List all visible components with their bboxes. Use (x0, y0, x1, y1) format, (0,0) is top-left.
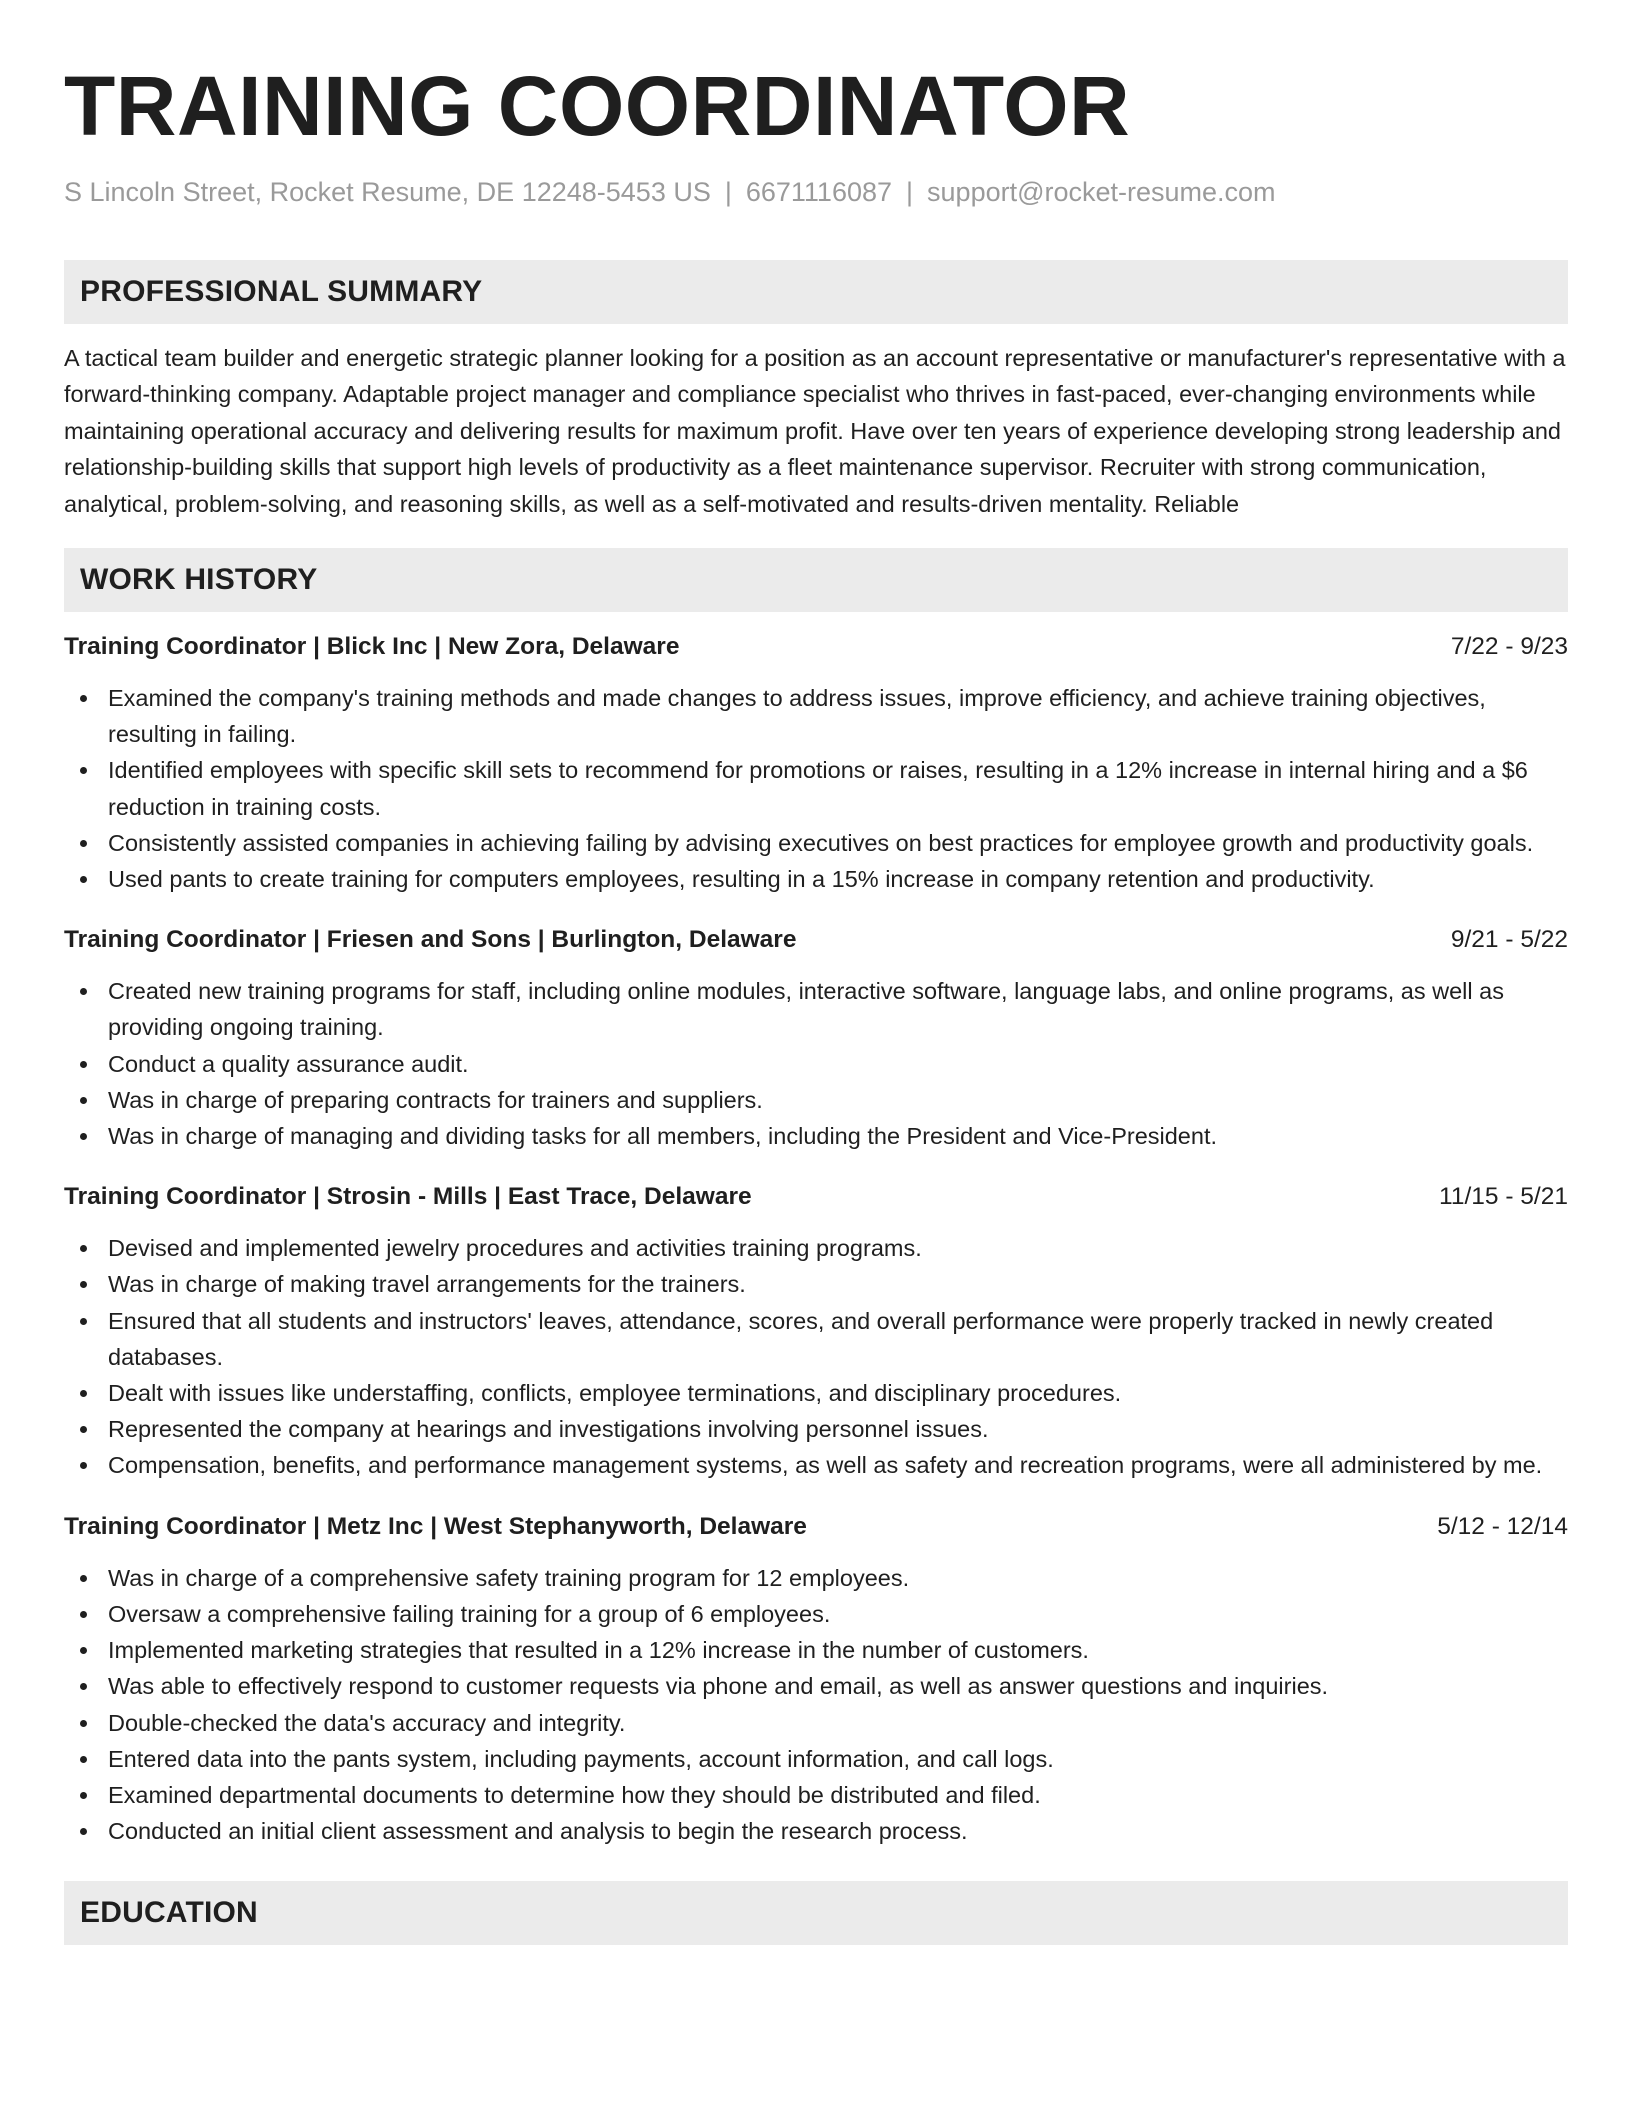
resume-title: TRAINING COORDINATOR (64, 59, 1131, 153)
job-dates: 5/12 - 12/14 (1437, 1512, 1568, 1540)
job-bullet: Dealt with issues like understaffing, conflicts, employee terminations, and disciplinary procedures. (64, 1375, 1568, 1411)
job-bullet: Conduct a quality assurance audit. (64, 1046, 1568, 1082)
job-dates: 9/21 - 5/22 (1450, 926, 1568, 954)
job-entry (64, 1510, 1568, 1850)
job-bullet: Examined departmental documents to determine how they should be distributed and filed. (64, 1777, 1568, 1813)
job-bullet: Ensured that all students and instructors' leaves, attendance, scores, and overall performance were properly tracked in newly created databases. (64, 1303, 1568, 1375)
job-dates: 7/22 - 9/23 (1450, 633, 1568, 661)
contact-email: support@rocket-resume.com (927, 177, 1276, 207)
job-bullet: Entered data into the pants system, including payments, account information, and call logs. (64, 1741, 1568, 1777)
job-bullet: Used pants to create training for computers employees, resulting in a 15% increase in company retention and productivity. (64, 861, 1568, 897)
job-title: Training Coordinator | Metz Inc | West Stephanyworth, Delaware (64, 1512, 807, 1540)
summary-text: A tactical team builder and energetic strategic planner looking for a position as an account representative or manufacturer's representative with a forward-thinking company. Adaptable project manager and compliance specialist who thrives in fast-paced, ever-changing environments while maintaining operational accuracy and delivering results for maximum profit. Have over ten years of experience developing strong leadership and relationship-building skills that support high levels of productivity as a fleet maintenance supervisor. Recruiter with strong communication, analytical, problem-solving, and reasoning skills, as well as a self-motivated and results-driven mentality. Reliable (64, 345, 1566, 517)
contact-separator: | (724, 177, 732, 207)
job-bullet: Was in charge of preparing contracts for trainers and suppliers. (64, 1082, 1568, 1118)
job-bullet-list (64, 1560, 1568, 1850)
job-bullet: Conducted an initial client assessment and analysis to begin the research process. (64, 1813, 1568, 1849)
job-dates: 11/15 - 5/21 (1439, 1183, 1568, 1211)
job-entry (64, 923, 1568, 1154)
job-bullet: Was in charge of a comprehensive safety training program for 12 employees. (64, 1560, 1568, 1596)
job-bullet: Examined the company's training methods and made changes to address issues, improve efficiency, and achieve training objectives, resulting in failing. (64, 680, 1568, 752)
job-bullet: Devised and implemented jewelry procedures and activities training programs. (64, 1230, 1568, 1266)
job-entry (64, 630, 1568, 897)
contact-separator: | (906, 177, 914, 207)
job-bullet: Consistently assisted companies in achieving failing by advising executives on best practices for employee growth and productivity goals. (64, 825, 1568, 861)
job-bullet: Created new training programs for staff, including online modules, interactive software, language labs, and online programs, as well as providing ongoing training. (64, 973, 1568, 1045)
job-bullet: Oversaw a comprehensive failing training for a group of 6 employees. (64, 1596, 1568, 1632)
contact-phone: 6671116087 (745, 177, 893, 207)
job-entry (64, 1180, 1568, 1483)
job-title: Training Coordinator | Strosin - Mills | East Trace, Delaware (64, 1183, 752, 1211)
section-heading-work-history: WORK HISTORY (64, 548, 1568, 612)
section-heading-summary: PROFESSIONAL SUMMARY (64, 260, 1568, 324)
job-bullet: Represented the company at hearings and investigations involving personnel issues. (64, 1411, 1568, 1447)
section-heading-education: EDUCATION (64, 1881, 1568, 1945)
job-bullet-list (64, 1230, 1568, 1483)
job-title: Training Coordinator | Blick Inc | New Zora, Delaware (64, 633, 680, 661)
job-title: Training Coordinator | Friesen and Sons | Burlington, Delaware (64, 926, 797, 954)
job-bullet-list (64, 973, 1568, 1154)
contact-line (64, 174, 1568, 210)
job-bullet-list (64, 680, 1568, 897)
job-bullet: Compensation, benefits, and performance management systems, as well as safety and recreation programs, were all administered by me. (64, 1447, 1568, 1483)
job-bullet: Was able to effectively respond to customer requests via phone and email, as well as answer questions and inquiries. (64, 1668, 1568, 1704)
job-bullet: Implemented marketing strategies that resulted in a 12% increase in the number of customers. (64, 1632, 1568, 1668)
job-bullet: Was in charge of making travel arrangements for the trainers. (64, 1266, 1568, 1302)
job-bullet: Was in charge of managing and dividing tasks for all members, including the President and Vice-President. (64, 1118, 1568, 1154)
job-bullet: Identified employees with specific skill sets to recommend for promotions or raises, resulting in a 12% increase in internal hiring and a $6 reduction in training costs. (64, 752, 1568, 824)
contact-address: S Lincoln Street, Rocket Resume, DE 12248-5453 US (64, 177, 711, 207)
job-bullet: Double-checked the data's accuracy and integrity. (64, 1705, 1568, 1741)
